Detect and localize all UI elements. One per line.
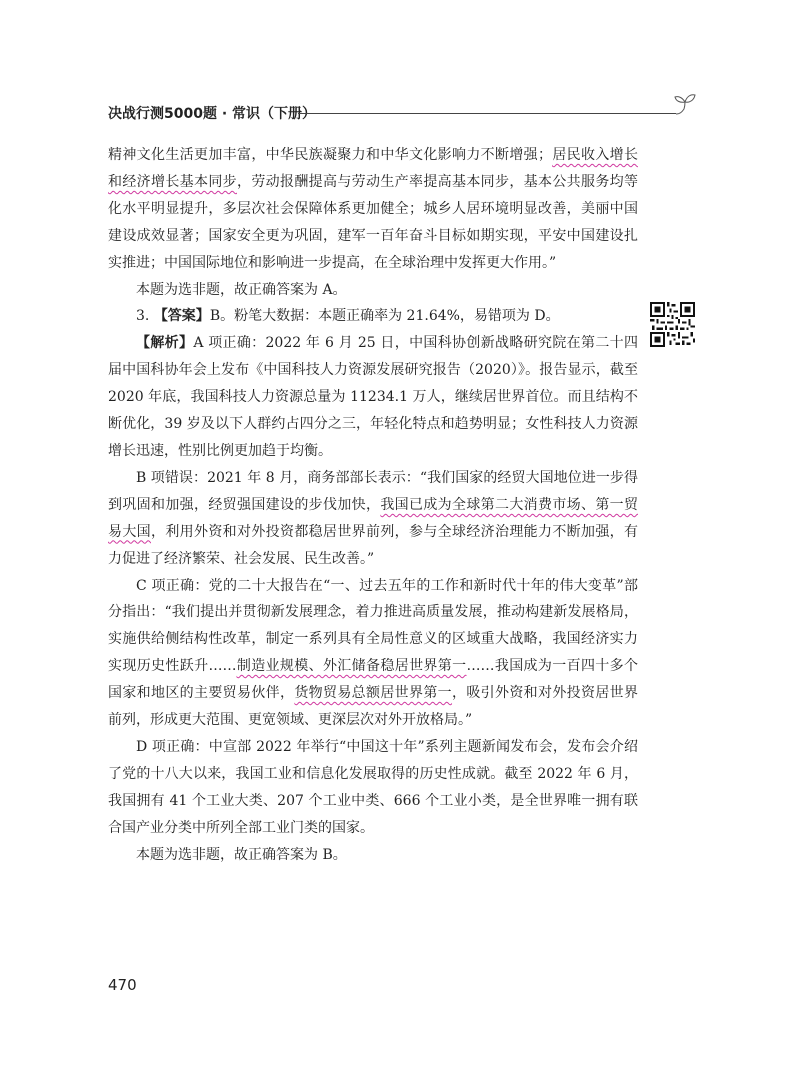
page-number: 470 (108, 976, 137, 994)
running-header: 决战行测5000题 · 常识（下册） (108, 106, 317, 122)
highlighted-phrase: 我国已成为全球第二大消费市场、第一贸易大国 (108, 496, 639, 540)
highlighted-phrase: 货物贸易总额居世界第一 (294, 685, 453, 702)
qr-code-icon (650, 302, 695, 347)
paragraph-2: 本题为选非题，故正确答案为 A。 (136, 281, 347, 298)
option-b-paragraph: B 项错误：2021 年 8 月，商务部部长表示：“我们国家的经贸大国地位进一步得到巩固和加强，经贸强国建设的步伐加快，我国已成为全球第二大消费市场、第一贸易大国，利用外资和对外投资都稳居世界前列，参与全球经济治理能力不断加强，有力促进了经济繁荣、社会发展、民生改善。” (108, 469, 639, 567)
highlighted-phrase: 制造业规模、外汇储备稳居世界第一 (236, 658, 467, 675)
conclusion-paragraph: 本题为选非题，故正确答案为 B。 (136, 846, 347, 863)
answer-line: 3. 【答案】B。粉笔大数据：本题正确率为 21.64%，易错项为 D。 (136, 308, 560, 325)
paragraph-1: 精神文化生活更加丰富，中华民族凝聚力和中华文化影响力不断增强；居民收入增长和经济增长基本同步，劳动报酬提高与劳动生产率提高基本同步，基本公共服务均等化水平明显提升，多层次社会保障体系更加健全；城乡人居环境明显改善，美丽中国建设成效显著；国家安全更为巩固，建军一百年奋斗目标如期实现，平安中国建设扎实推进；中国国际地位和影响进一步提高，在全球治理中发挥更大作用。” (108, 147, 638, 271)
highlighted-phrase: 居民收入增长和经济增长基本同步 (108, 147, 638, 190)
analysis-paragraph: 【解析】A 项正确：2022 年 6 月 25 日，中国科协创新战略研究院在第二十四届中国科协年会上发布《中国科技人力资源发展研究报告（2020）》。报告显示，截至 2020 年底，我国科技人力资源总量为 11234.1 万人，继续居世界首位。而且结构不断优化，39 岁及以下人群约占四分之三，年轻化特点和趋势明显；女性科技人力资源增长迅速，性别比例更加趋于均衡。 (108, 335, 638, 459)
option-d-paragraph: D 项正确：中宣部 2022 年举行“中国这十年”系列主题新闻发布会，发布会介绍了党的十八大以来，我国工业和信息化发展取得的历史性成就。截至 2022 年 6 月，我国拥有 41 个工业大类、207 个工业中类、666 个工业小类，是全世界唯一拥有联合国产业分类中所列全部工业门类的国家。 (108, 738, 638, 836)
option-c-paragraph: C 项正确：党的二十大报告在“一、过去五年的工作和新时代十年的伟大变革”部分指出：“我们提出并贯彻新发展理念，着力推进高质量发展，推动构建新发展格局，实施供给侧结构性改革，制定一系列具有全局性意义的区域重大战略，我国经济实力实现历史性跃升……制造业规模、外汇储备稳居世界第一……我国成为一百四十多个国家和地区的主要贸易伙伴，货物贸易总额居世界第一，吸引外资和对外投资居世界前列，形成更大范围、更宽领域、更深层次对外开放格局。” (108, 577, 639, 729)
answer-explanation (108, 142, 638, 868)
answer-tag: 【答案】 (153, 308, 210, 325)
analysis-tag: 【解析】 (136, 335, 194, 352)
sprout-icon (672, 92, 698, 116)
header-rule (298, 113, 676, 114)
